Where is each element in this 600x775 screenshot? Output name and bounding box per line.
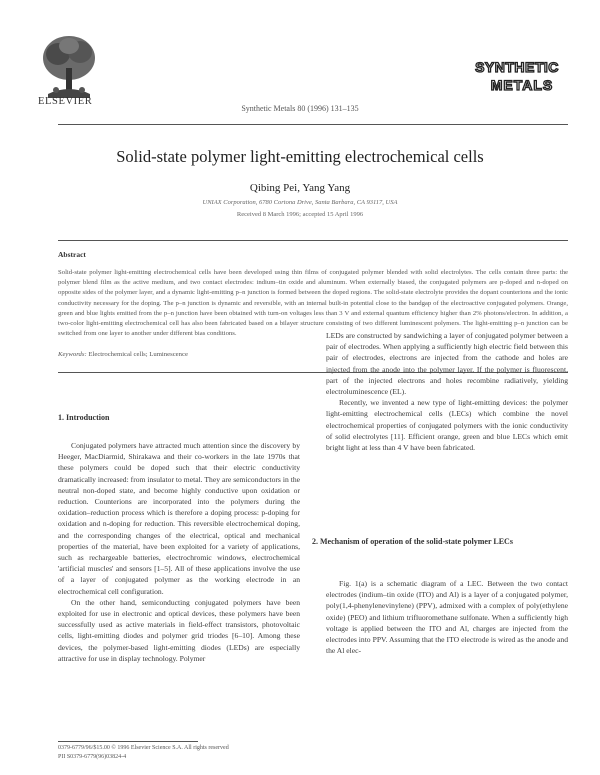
paragraph: Fig. 1(a) is a schematic diagram of a LEC. Between the two contact electrodes (indium–tin oxide (ITO) and Al) is a layer of a conjugated polymer, poly(1,4-phenylenevinylene) (PPV), admixed with a complex of poly(ethylene oxide) (PEO) and lithium trifluoromethane sulfonate. When a sufficiently high voltage is applied between the ITO and Al, charges are injected from the electrodes into PPV. Assuming that the ITO electrode is wired as the anode and the Al elec- (326, 579, 568, 656)
logo-line-1: SYNTHETIC (475, 59, 559, 75)
right-column-bottom (326, 578, 568, 656)
paragraph: LEDs are constructed by sandwiching a layer of conjugated polymer between a pair of electrodes. When applying a sufficiently high electric field between this pair of electrodes, electrons are injected from the cathode and holes are injected from the anode into the polymer layer. If the polymer is fluorescent, part of the injected electrons and holes recombine radiatively, yielding electroluminescence (EL). (326, 331, 568, 397)
paragraph: Recently, we invented a new type of light-emitting devices: the polymer light-emitting electrochemical cells (LECs) which combine the novel electrochemical properties of conjugated polymers with the ionic conductivity of solid electrolytes [11]. Efficient orange, green and blue LECs which emit bright light at less than 4 V have been fabricated. (326, 398, 568, 453)
footer-pii: PII S0379-6779(96)03824-4 (58, 753, 127, 760)
synthetic-metals-logo (466, 56, 568, 94)
abstract-top-rule (58, 240, 568, 241)
right-column-top (326, 330, 568, 453)
left-column (58, 440, 300, 664)
header-rule (58, 124, 568, 125)
author-affiliation: UNIAX Corporation, 6780 Cortona Drive, Santa Barbara, CA 93117, USA (202, 199, 398, 206)
section-2-heading: 2. Mechanism of operation of the solid-state polymer LECs (312, 537, 513, 546)
received-dates: Received 8 March 1996; accepted 15 April 1996 (236, 211, 364, 218)
paragraph: Conjugated polymers have attracted much attention since the discovery by Heeger, MacDiarmid, Shirakawa and their co-workers in the late 1970s that these polymers could be doped such that their electric conductivity dramatically increased: from insulator to metal. They are semiconductors in the neutral non-doped state, and become highly conductive upon oxidation or reduction. Counterions are incorporated into the polymers during the oxidation–reduction process which is therefore a doping process: p-doping for oxidation and n-doping for reduction. This reversible electrochemical doping, and the corresponding changes of the electrical, optical and mechanical properties of the material, have been exploited for a variety of applications, such as rechargeable batteries, electrochromic windows, electrochemical 'artificial muscles' and sensors [1–5]. All of these applications involve the use of a layer of conjugated polymer as the working electrode in an electrochemical cell configuration. (58, 441, 300, 596)
keywords-values: Electrochemical cells; Luminescence (88, 351, 188, 358)
footer-rule (58, 741, 198, 742)
logo-line-2: METALS (490, 77, 554, 93)
footer-copyright: 0379-6779/96/$15.00 © 1996 Elsevier Science S.A. All rights reserved (58, 745, 229, 751)
abstract-heading: Abstract (58, 250, 86, 259)
article-authors: Qibing Pei, Yang Yang (249, 182, 351, 194)
article-title: Solid-state polymer light-emitting electrochemical cells (116, 147, 484, 166)
keywords (58, 351, 188, 358)
publisher-name: ELSEVIER (38, 96, 93, 107)
section-1-heading: 1. Introduction (58, 413, 110, 422)
elsevier-tree-logo (38, 32, 100, 106)
journal-reference: Synthetic Metals 80 (1996) 131–135 (241, 104, 359, 113)
paragraph: On the other hand, semiconducting conjugated polymers have been exploited for use in electronic and optical devices, these polymers have been successfully used as active materials in field-effect transistors, photovoltaic cells, light-emitting diodes and polymer grid triodes [6–10]. Among these devices, the polymer-based light-emitting diodes (LEDs) are especially attractive for use in display technology. Polymer (58, 597, 300, 663)
keywords-label: Keywords: (58, 351, 87, 358)
abstract-text: Solid-state polymer light-emitting electrochemical cells have been developed using thin films of conjugated polymer blended with solid electrolytes. The cells contain three parts: the polymer blend film as the active medium, and two contact electrodes: indium–tin oxide and aluminum. When externally biased, the conjugated polymers are p-doped and n-doped on opposite sides of the polymer layer, and a dynamic light-emitting p–n junction is formed between the doped regions. The solid-state electrolyte provides the dopant counterions and the ionic conductivity necessary for the doping. The p–n junction is dynamic and reversible, with an internal built-in potential close to the bandgap of the electroactive conjugated polymers. Orange, green and blue lights emitted from the p–n junction have been obtained with turn-on voltages less than 3 V and external quantum efficiency higher than 2% photons/electron. In addition, a two-color light-emitting electrochemical cell has also been fabricated based on a bilayer structure consisting of two different luminescent polymers. The light-emitting p–n junction can be switched from one layer to another under different bias conditions. (58, 269, 568, 338)
footer (58, 744, 229, 761)
